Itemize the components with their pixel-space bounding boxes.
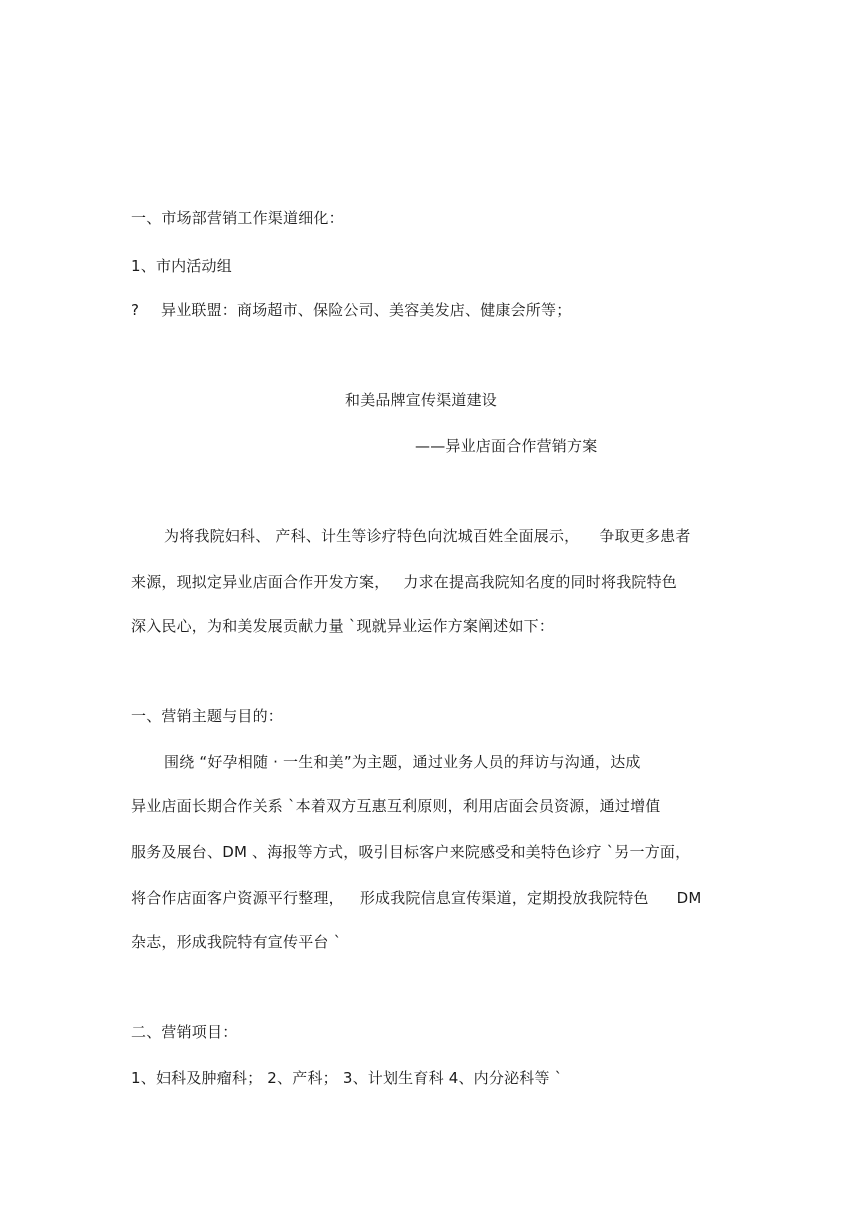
theme-line-4a: 将合作店面客户资源平行整理， <box>131 889 344 907</box>
theme-line-4 <box>131 888 702 908</box>
intro-line-3: 深入民心，为和美发展贡献力量 `现就异业运作方案阐述如下： <box>131 617 555 635</box>
theme-line-1: 围绕 “好孕相随 · 一生和美”为主题，通过业务人员的拜访与沟通，达成 <box>164 753 641 771</box>
intro-line-2a: 来源，现拟定异业店面合作开发方案， <box>131 573 390 591</box>
intro-line-1a: 为将我院妇科、 产科、计生等诊疗特色向沈城百姓全面展示， <box>164 527 580 545</box>
theme-line-4c: DM <box>676 889 702 907</box>
theme-line-5: 杂志，形成我院特有宣传平台 ` <box>131 933 342 951</box>
intro-line-2b: 力求在提高我院知名度的同时将我院特色 <box>403 573 678 591</box>
theme-line-2: 异业店面长期合作关系 `本着双方互惠互利原则，利用店面会员资源，通过增值 <box>131 797 661 815</box>
intro-line-1b: 争取更多患者 <box>599 527 691 545</box>
section-heading-projects: 二、营销项目： <box>131 1023 238 1041</box>
bullet-cross-industry-alliance: 异业联盟：商场超市、保险公司、美容美发店、健康会所等； <box>161 301 572 319</box>
theme-line-4b: 形成我院信息宣传渠道，定期投放我院特色 <box>359 889 649 907</box>
document-subtitle: ——异业店面合作营销方案 <box>415 437 598 455</box>
intro-line-2 <box>131 572 677 592</box>
intro-line-1 <box>164 526 691 546</box>
theme-line-3: 服务及展台、DM 、海报等方式，吸引目标客户来院感受和美特色诊疗 `另一方面， <box>131 843 691 861</box>
projects-list: 1、妇科及肿瘤科； 2、产科； 3、计划生育科 4、内分泌科等 ` <box>131 1069 563 1087</box>
document-title: 和美品牌宣传渠道建设 <box>345 391 498 409</box>
section-heading-channels: 一、市场部营销工作渠道细化： <box>131 209 344 227</box>
bullet-marker: ? <box>131 301 140 319</box>
section-heading-theme: 一、营销主题与目的： <box>131 707 284 725</box>
subheading-city-activity-group: 1、市内活动组 <box>131 257 232 275</box>
